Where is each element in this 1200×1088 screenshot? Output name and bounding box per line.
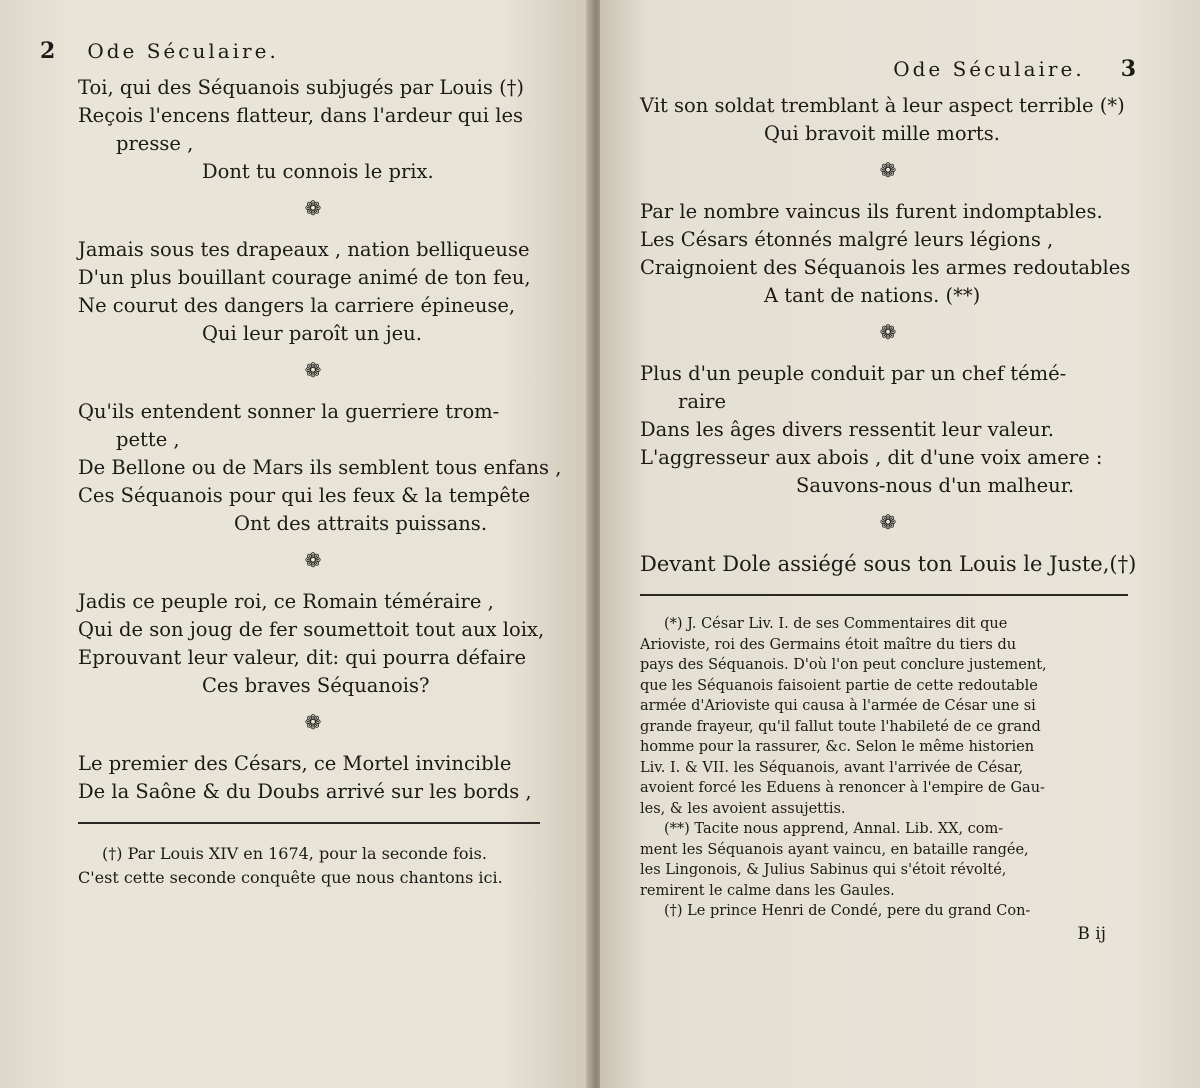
left-page: [0, 0, 592, 1088]
ornament-icon: ❁: [879, 510, 897, 534]
verse-line: D'un plus bouillant courage animé de ton feu,: [78, 266, 531, 289]
footnote-line: armée d'Arioviste qui causa à l'armée de César une si: [640, 698, 1036, 714]
footnote-line: pays des Séquanois. D'où l'on peut conclure justement,: [640, 657, 1047, 673]
verse-line: Toi, qui des Séquanois subjugés par Louis (†): [78, 76, 525, 99]
verse-line: Ne courut des dangers la carriere épineuse,: [78, 294, 516, 317]
footnote-line: (†) Le prince Henri de Condé, pere du grand Con-: [664, 903, 1031, 919]
footnote-line: (†) Par Louis XIV en 1674, pour la seconde fois.: [102, 844, 487, 863]
ornament-icon: ❁: [304, 548, 322, 572]
footnote-line: Arioviste, roi des Germains étoit maître du tiers du: [640, 636, 1017, 653]
verse-line: A tant de nations. (**): [764, 284, 981, 307]
ornament-icon: ❁: [304, 710, 322, 734]
left-page-number: 2: [40, 38, 56, 64]
stanza-9: [640, 550, 1136, 578]
verse-line: Qu'ils entendent sonner la guerriere trom-: [78, 400, 500, 423]
footnote-line: les Lingonois, & Julius Sabinus qui s'étoit révolté,: [640, 862, 1007, 878]
footnote-line: C'est cette seconde conquête que nous chantons ici.: [78, 868, 503, 887]
left-running-head: [40, 38, 548, 64]
footnote-line: (*) J. César Liv. I. de ses Commentaires dit que: [664, 616, 1008, 632]
footnote-line: les, & les avoient assujettis.: [640, 800, 846, 817]
verse-line: L'aggresseur aux abois , dit d'une voix amere :: [640, 446, 1103, 469]
footnote-line: avoient forcé les Eduens à renoncer à l'empire de Gau-: [640, 780, 1045, 796]
verse-line: Craignoient des Séquanois les armes redoutables: [640, 256, 1131, 279]
ornament-icon: ❁: [879, 158, 897, 182]
ornament-icon: ❁: [304, 196, 322, 220]
stanza-4: [78, 588, 548, 700]
verse-line: Qui bravoit mille morts.: [764, 122, 1000, 145]
footnote-line: homme pour la rassurer, &c. Selon le même historien: [640, 739, 1035, 755]
verse-line: Plus d'un peuple conduit par un chef témé-: [640, 362, 1067, 385]
verse-line: Reçois l'encens flatteur, dans l'ardeur qui les: [78, 104, 524, 127]
verse-line: raire: [678, 390, 727, 413]
verse-line: Le premier des Césars, ce Mortel invincible: [78, 752, 512, 775]
footnote-line: que les Séquanois faisoient partie de cette redoutable: [640, 677, 1038, 694]
stanza-6: [640, 92, 1136, 148]
footnote-line: Liv. I. & VII. les Séquanois, avant l'arrivée de César,: [640, 759, 1024, 776]
left-footnotes: [78, 842, 548, 890]
verse-line: De la Saône & du Doubs arrivé sur les bords ,: [78, 780, 532, 803]
right-footnotes: [640, 614, 1136, 922]
verse-line: Eprouvant leur valeur, dit: qui pourra défaire: [78, 646, 526, 669]
stanza-3: [78, 398, 562, 538]
verse-line: Ont des attraits puissans.: [234, 512, 488, 535]
left-running-title: Ode Séculaire.: [87, 39, 279, 63]
verse-line: Dont tu connois le prix.: [202, 160, 434, 183]
stanza-5: [78, 750, 548, 806]
right-page-number: 3: [1120, 56, 1136, 82]
verse-line: Par le nombre vaincus ils furent indomptables.: [640, 200, 1103, 223]
verse-line: Vit son soldat tremblant à leur aspect terrible (*): [640, 94, 1125, 117]
verse-line: pette ,: [116, 428, 180, 451]
verse-line: Qui leur paroît un jeu.: [202, 322, 422, 345]
verse-line: De Bellone ou de Mars ils semblent tous enfans ,: [78, 456, 562, 479]
verse-line: Sauvons-nous d'un malheur.: [796, 474, 1075, 497]
right-running-title: Ode Séculaire.: [893, 57, 1085, 81]
footnote-rule: [78, 822, 540, 824]
footnote-rule: [640, 594, 1128, 596]
verse-line: Jamais sous tes drapeaux , nation belliqueuse: [78, 238, 530, 261]
verse-line: Ces Séquanois pour qui les feux & la tempête: [78, 484, 531, 507]
footnote-line: grande frayeur, qu'il fallut toute l'habileté de ce grand: [640, 718, 1041, 735]
verse-line: Dans les âges divers ressentit leur valeur.: [640, 418, 1054, 441]
verse-line: presse ,: [116, 132, 194, 155]
stanza-2: [78, 236, 548, 348]
stanza-7: [640, 198, 1136, 310]
ornament-icon: ❁: [304, 358, 322, 382]
verse-line: Devant Dole assiégé sous ton Louis le Juste,(†): [640, 552, 1137, 576]
verse-line: Ces braves Séquanois?: [202, 674, 430, 697]
right-page: [600, 0, 1200, 1088]
ornament-icon: ❁: [879, 320, 897, 344]
footnote-line: remirent le calme dans les Gaules.: [640, 882, 895, 899]
signature-mark: B ij: [1077, 923, 1106, 944]
verse-line: Les Césars étonnés malgré leurs légions ,: [640, 228, 1054, 251]
verse-line: Qui de son joug de fer soumettoit tout aux loix,: [78, 618, 545, 641]
footnote-line: ment les Séquanois ayant vaincu, en bataille rangée,: [640, 841, 1029, 858]
stanza-8: [640, 360, 1136, 500]
verse-line: Jadis ce peuple roi, ce Romain téméraire ,: [78, 590, 494, 613]
stanza-1: [78, 74, 548, 186]
right-running-head: [640, 56, 1136, 82]
footnote-line: (**) Tacite nous apprend, Annal. Lib. XX, com-: [664, 821, 1004, 837]
